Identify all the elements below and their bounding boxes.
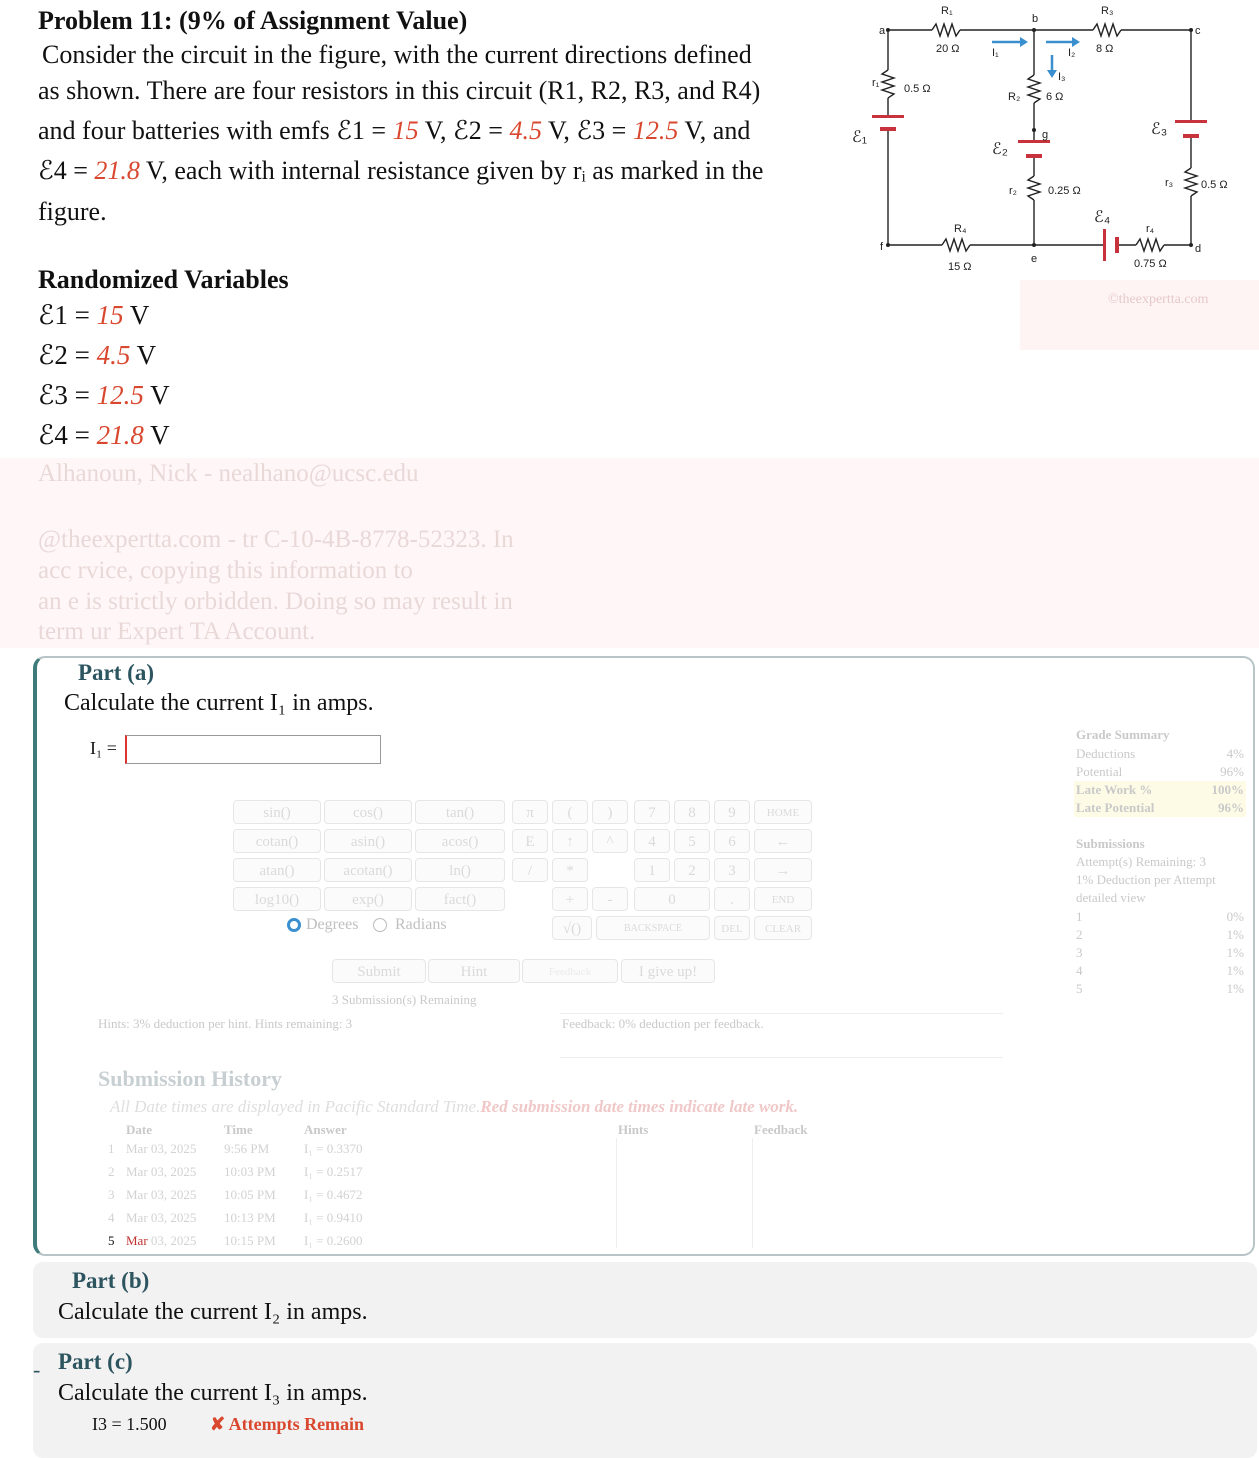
submission-num: 4 — [1076, 963, 1083, 978]
calc-key[interactable]: 0 — [634, 887, 710, 911]
calc-key[interactable]: 6 — [714, 829, 750, 853]
grade-row-label: Potential — [1076, 764, 1123, 779]
calc-key[interactable]: 9 — [714, 800, 750, 824]
answer-input[interactable] — [125, 735, 381, 764]
calc-backspace-button[interactable]: BACKSPACE — [596, 916, 710, 940]
radians-label: Radians — [395, 916, 447, 933]
svg-text:ℰ₃: ℰ₃ — [1151, 121, 1168, 138]
problem-title: Problem 11: (9% of Assignment Value) — [38, 6, 468, 35]
svg-text:0.25 Ω: 0.25 Ω — [1048, 185, 1081, 197]
submission-deduction: 0% — [1226, 909, 1244, 924]
part-b-heading[interactable]: Part (b) — [72, 1268, 150, 1293]
history-header-date: Date — [126, 1122, 152, 1137]
calc-key[interactable]: 1 — [634, 858, 670, 882]
feedback-button[interactable]: Feedback — [522, 959, 618, 983]
calc-log10-button[interactable]: log10() — [233, 887, 321, 911]
calc-ln-button[interactable]: ln() — [415, 858, 505, 882]
watermark-user: Alhanoun, Nick - nealhano@ucsc.edu — [38, 460, 419, 487]
calc-key[interactable]: 7 — [634, 800, 670, 824]
calc-atan-button[interactable]: atan() — [233, 858, 321, 882]
history-note: All Date times are displayed in Pacific Standard Time.Red submission date times indicate late work. — [110, 1097, 799, 1116]
submission-num: 1 — [1076, 909, 1083, 924]
watermark-box — [1020, 280, 1259, 350]
calc-key[interactable]: - — [592, 887, 628, 911]
submission-num: 2 — [1076, 927, 1083, 942]
submit-button[interactable]: Submit — [332, 959, 426, 983]
submission-deduction: 1% — [1226, 945, 1244, 960]
problem-line: as shown. There are four resistors in this circuit (R1, R2, R3, and R4) — [38, 76, 761, 105]
circuit-diagram — [846, 0, 1256, 280]
calc-tan-button[interactable]: tan() — [415, 800, 505, 824]
answer-label: I₁ = — [90, 738, 117, 758]
calc-end-button[interactable]: END — [754, 887, 812, 911]
svg-text:6 Ω: 6 Ω — [1046, 91, 1064, 103]
part-a-question: Calculate the current I₁ in amps. — [64, 690, 374, 716]
svg-text:ℰ₂: ℰ₂ — [992, 141, 1008, 158]
current-arrow-icon — [992, 37, 1080, 78]
calc-acos-button[interactable]: acos() — [415, 829, 505, 853]
grade-row-label: Late Work % — [1076, 782, 1153, 797]
degrees-radio[interactable] — [287, 918, 301, 932]
svg-text:b: b — [1032, 13, 1039, 25]
calc-key[interactable]: E — [512, 829, 548, 853]
attempts-remaining: Attempt(s) Remaining: 3 — [1076, 854, 1206, 869]
part-c-heading[interactable]: Part (c) — [58, 1349, 133, 1374]
problem-line: figure. — [38, 197, 107, 226]
submission-num: 5 — [1076, 981, 1083, 996]
hints-info: Hints: 3% deduction per hint. Hints remaining: 3 — [98, 1016, 353, 1031]
grade-row-value: 4% — [1226, 746, 1244, 761]
calc-key[interactable]: 4 — [634, 829, 670, 853]
attempts-remain-status: ✘ Attempts Remain — [210, 1414, 365, 1434]
collapse-dash-icon: - — [33, 1357, 41, 1382]
svg-text:R₃: R₃ — [1101, 5, 1114, 17]
calc-key[interactable]: 8 — [674, 800, 710, 824]
randomized-var: ℰ1 = 15 V — [38, 300, 150, 330]
randomized-title: Randomized Variables — [38, 265, 289, 294]
calc-right-button[interactable]: → — [754, 858, 812, 882]
calc-key[interactable]: 3 — [714, 858, 750, 882]
calc-cos-button[interactable]: cos() — [324, 800, 412, 824]
give-up-button[interactable]: I give up! — [621, 959, 715, 983]
history-header-time: Time — [224, 1122, 253, 1137]
history-row: 2 Mar 03, 2025 10:03 PM I₁ = 0.2517 — [108, 1164, 363, 1179]
calc-sqrt-button[interactable]: √() — [552, 916, 592, 940]
history-title: Submission History — [98, 1066, 282, 1091]
grade-summary-title: Grade Summary — [1076, 727, 1170, 742]
problem-line: ℰ4 = 21.8 V, each with internal resistance given by rᵢ as marked in the — [38, 156, 764, 185]
calc-clear-button[interactable]: CLEAR — [754, 916, 812, 940]
calc-del-button[interactable]: DEL — [714, 916, 750, 940]
submission-deduction: 1% — [1226, 927, 1244, 942]
attempt-deduction: 1% Deduction per Attempt — [1076, 872, 1216, 887]
svg-text:c: c — [1195, 25, 1201, 37]
svg-text:r₃: r₃ — [1165, 177, 1174, 189]
calc-sin-button[interactable]: sin() — [233, 800, 321, 824]
emf-value: 21.8 — [94, 156, 140, 185]
watermark-line: @theexpertta.com - tr C-10-4B-8778-52323. In — [38, 526, 514, 553]
watermark-line: term ur Expert TA Account. — [38, 618, 316, 645]
part-c-question: Calculate the current I₃ in amps. — [58, 1380, 368, 1406]
divider — [560, 1057, 1003, 1058]
calc-key[interactable]: 2 — [674, 858, 710, 882]
svg-text:R₂: R₂ — [1008, 91, 1021, 103]
emf-value: 12.5 — [632, 116, 679, 145]
degrees-label: Degrees — [306, 916, 359, 933]
submission-deduction: 1% — [1226, 981, 1244, 996]
part-a-heading[interactable]: Part (a) — [78, 660, 154, 685]
watermark-site: ©theexpertta.com — [1108, 292, 1209, 307]
calc-key[interactable]: ↑ — [552, 829, 588, 853]
hint-button[interactable]: Hint — [428, 959, 520, 983]
svg-text:a: a — [879, 25, 886, 37]
svg-text:R₁: R₁ — [941, 5, 953, 17]
svg-text:R₄: R₄ — [954, 223, 967, 235]
divider — [560, 1013, 1003, 1014]
calc-acotan-button[interactable]: acotan() — [324, 858, 412, 882]
problem-line: Consider the circuit in the figure, with the current directions defined — [42, 40, 752, 69]
svg-text:0.75 Ω: 0.75 Ω — [1134, 258, 1167, 270]
grade-row-label: Deductions — [1076, 746, 1136, 761]
svg-text:0.5 Ω: 0.5 Ω — [1201, 179, 1228, 191]
svg-text:0.5 Ω: 0.5 Ω — [904, 83, 931, 95]
svg-text:g: g — [1042, 129, 1049, 141]
randomized-var: ℰ4 = 21.8 V — [38, 420, 170, 450]
divider — [616, 1138, 617, 1248]
svg-text:8 Ω: 8 Ω — [1096, 43, 1114, 55]
divider — [752, 1138, 753, 1248]
part-b-question: Calculate the current I₂ in amps. — [58, 1299, 368, 1325]
grade-row-value: 96% — [1218, 800, 1244, 815]
svg-text:ℰ₁: ℰ₁ — [852, 129, 868, 146]
grade-row-value: 96% — [1220, 764, 1244, 779]
svg-text:I₃: I₃ — [1058, 71, 1066, 83]
svg-text:r₁: r₁ — [872, 77, 880, 89]
submissions-title: Submissions — [1076, 836, 1145, 851]
svg-text:I₁: I₁ — [992, 47, 999, 59]
submission-deduction: 1% — [1226, 963, 1244, 978]
calc-key[interactable]: ( — [552, 800, 588, 824]
problem-line: and four batteries with emfs ℰ1 = 15 V, ℰ2 = 4.5 V, ℰ3 = 12.5 V, and — [38, 116, 751, 145]
svg-text:I₂: I₂ — [1068, 47, 1076, 59]
calc-key[interactable]: 5 — [674, 829, 710, 853]
grade-row-value: 100% — [1211, 782, 1244, 797]
submission-num: 3 — [1076, 945, 1083, 960]
calc-home-button[interactable]: HOME — [754, 800, 812, 824]
watermark-line: an e is strictly orbidden. Doing so may result in — [38, 588, 513, 615]
radians-radio[interactable] — [373, 918, 387, 932]
history-row: 1 Mar 03, 2025 9:56 PM I₁ = 0.3370 — [108, 1141, 363, 1156]
emf-value: 15 — [392, 116, 419, 145]
randomized-var: ℰ3 = 12.5 V — [38, 380, 170, 410]
calc-key[interactable]: . — [714, 887, 750, 911]
calc-key[interactable]: * — [552, 858, 588, 882]
calc-cotan-button[interactable]: cotan() — [233, 829, 321, 853]
svg-text:ℰ₄: ℰ₄ — [1094, 209, 1111, 226]
calc-fact-button[interactable]: fact() — [415, 887, 505, 911]
watermark-line: acc rvice, copying this information to — [38, 557, 413, 584]
history-row: 5 Mar 03, 2025 10:15 PM I₁ = 0.2600 — [108, 1233, 363, 1248]
svg-text:d: d — [1195, 243, 1202, 255]
calc-key[interactable]: + — [552, 887, 588, 911]
history-row: 3 Mar 03, 2025 10:05 PM I₁ = 0.4672 — [108, 1187, 363, 1202]
detailed-view-link[interactable]: detailed view — [1076, 890, 1146, 905]
calc-exp-button[interactable]: exp() — [324, 887, 412, 911]
calc-key[interactable]: / — [512, 858, 548, 882]
svg-text:f: f — [880, 241, 884, 253]
submissions-remaining: 3 Submission(s) Remaining — [332, 992, 477, 1007]
feedback-info: Feedback: 0% deduction per feedback. — [562, 1016, 764, 1031]
svg-text:r₂: r₂ — [1009, 185, 1017, 197]
part-c-answer: I3 = 1.500 — [92, 1414, 167, 1434]
svg-text:15 Ω: 15 Ω — [948, 261, 972, 273]
svg-text:20 Ω: 20 Ω — [936, 43, 960, 55]
calc-key[interactable]: ^ — [592, 829, 628, 853]
calc-key[interactable]: ) — [592, 800, 628, 824]
calc-left-button[interactable]: ← — [754, 829, 812, 853]
calc-asin-button[interactable]: asin() — [324, 829, 412, 853]
calc-key[interactable]: π — [512, 800, 548, 824]
grade-row-label: Late Potential — [1076, 800, 1155, 815]
svg-text:r₄: r₄ — [1146, 223, 1155, 235]
history-header-hints: Hints — [618, 1122, 649, 1137]
svg-text:e: e — [1031, 253, 1038, 265]
history-header-answer: Answer — [304, 1122, 347, 1137]
randomized-var: ℰ2 = 4.5 V — [38, 340, 157, 370]
history-row: 4 Mar 03, 2025 10:13 PM I₁ = 0.9410 — [108, 1210, 363, 1225]
history-header-feedback: Feedback — [754, 1122, 808, 1137]
emf-value: 4.5 — [509, 116, 542, 145]
